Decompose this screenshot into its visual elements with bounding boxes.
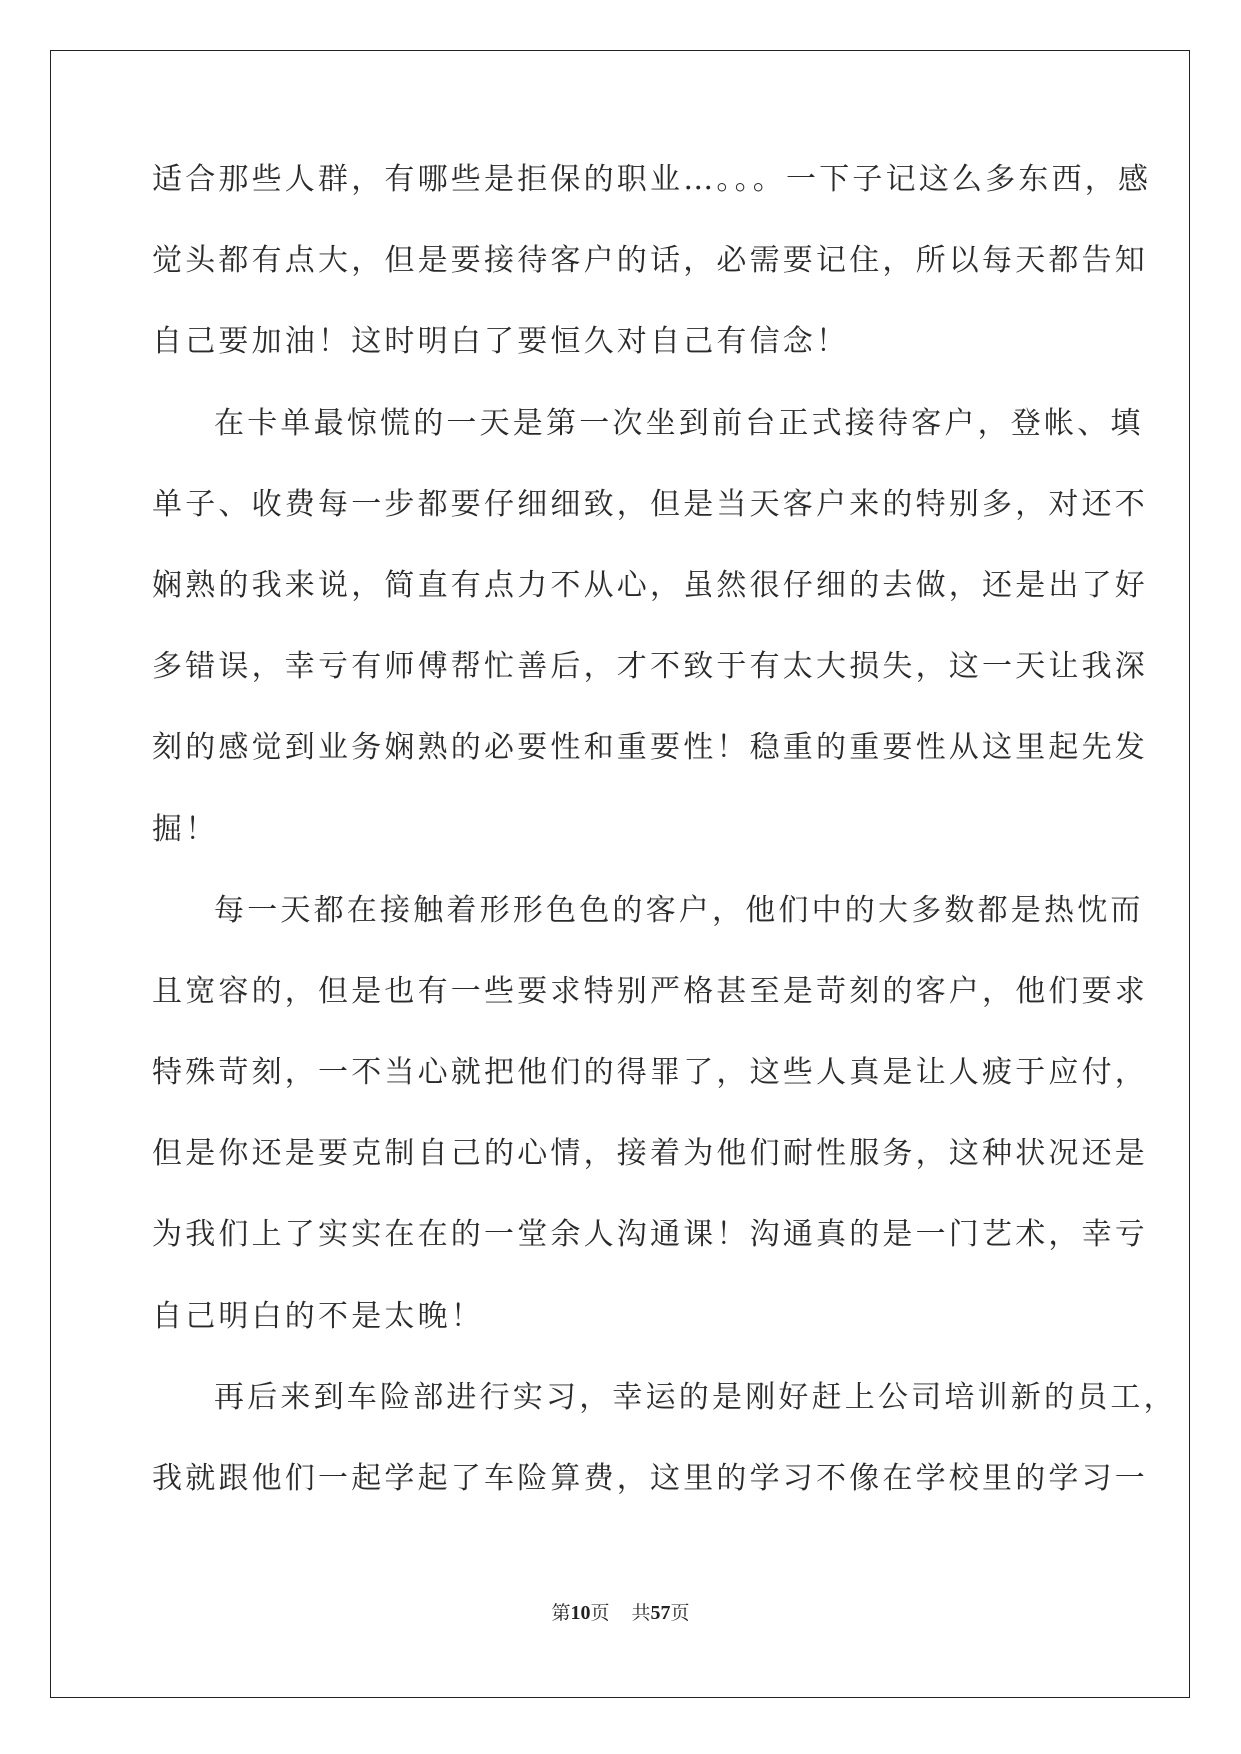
footer-page-word: 页 <box>590 1602 610 1624</box>
text-line: 掘！ <box>152 811 219 847</box>
text-line: 但是你还是要克制自己的心情，接着为他们耐性服务，这种状况还是 <box>152 1136 1148 1172</box>
text-line: 自己要加油！这时明白了要恒久对自己有信念！ <box>152 324 850 360</box>
text-line: 适合那些人群，有哪些是拒保的职业…。。。一下子记这么多东西，感 <box>152 162 1152 197</box>
text-line: 特殊苛刻，一不当心就把他们的得罪了，这些人真是让人疲于应付， <box>152 1055 1148 1091</box>
text-line: 我就跟他们一起学起了车险算费，这里的学习不像在学校里的学习一 <box>152 1461 1148 1496</box>
text-line: 且宽容的，但是也有一些要求特别严格甚至是苛刻的客户，他们要求 <box>152 973 1148 1009</box>
text-line: 多错误，幸亏有师傅帮忙善后，才不致于有太大损失，这一天让我深 <box>152 649 1148 685</box>
footer-total-prefix: 共 <box>631 1602 651 1624</box>
text-line: 再后来到车险部进行实习，幸运的是刚好赶上公司培训新的员工， <box>214 1379 1177 1415</box>
text-line: 每一天都在接触着形形色色的客户，他们中的大多数都是热忱而 <box>214 892 1144 928</box>
text-line: 为我们上了实实在在的一堂余人沟通课！沟通真的是一门艺术，幸亏 <box>152 1217 1148 1253</box>
total-pages-number: 57 <box>650 1602 671 1624</box>
text-line: 刻的感觉到业务娴熟的必要性和重要性！稳重的重要性从这里起先发 <box>152 730 1148 766</box>
footer-prefix: 第 <box>551 1602 571 1624</box>
document-body <box>152 160 1177 1540</box>
current-page-number: 10 <box>570 1602 591 1624</box>
footer-total-suffix: 页 <box>670 1602 690 1624</box>
text-line: 单子、收费每一步都要仔细细致，但是当天客户来的特别多，对还不 <box>152 486 1148 522</box>
page-footer <box>0 1598 1241 1625</box>
text-line: 自己明白的不是太晚！ <box>152 1298 484 1334</box>
text-line: 在卡单最惊慌的一天是第一次坐到前台正式接待客户，登帐、填 <box>214 405 1144 441</box>
text-line: 娴熟的我来说，简直有点力不从心，虽然很仔细的去做，还是出了好 <box>152 567 1148 603</box>
text-line: 觉头都有点大，但是要接待客户的话，必需要记住，所以每天都告知 <box>152 243 1148 279</box>
